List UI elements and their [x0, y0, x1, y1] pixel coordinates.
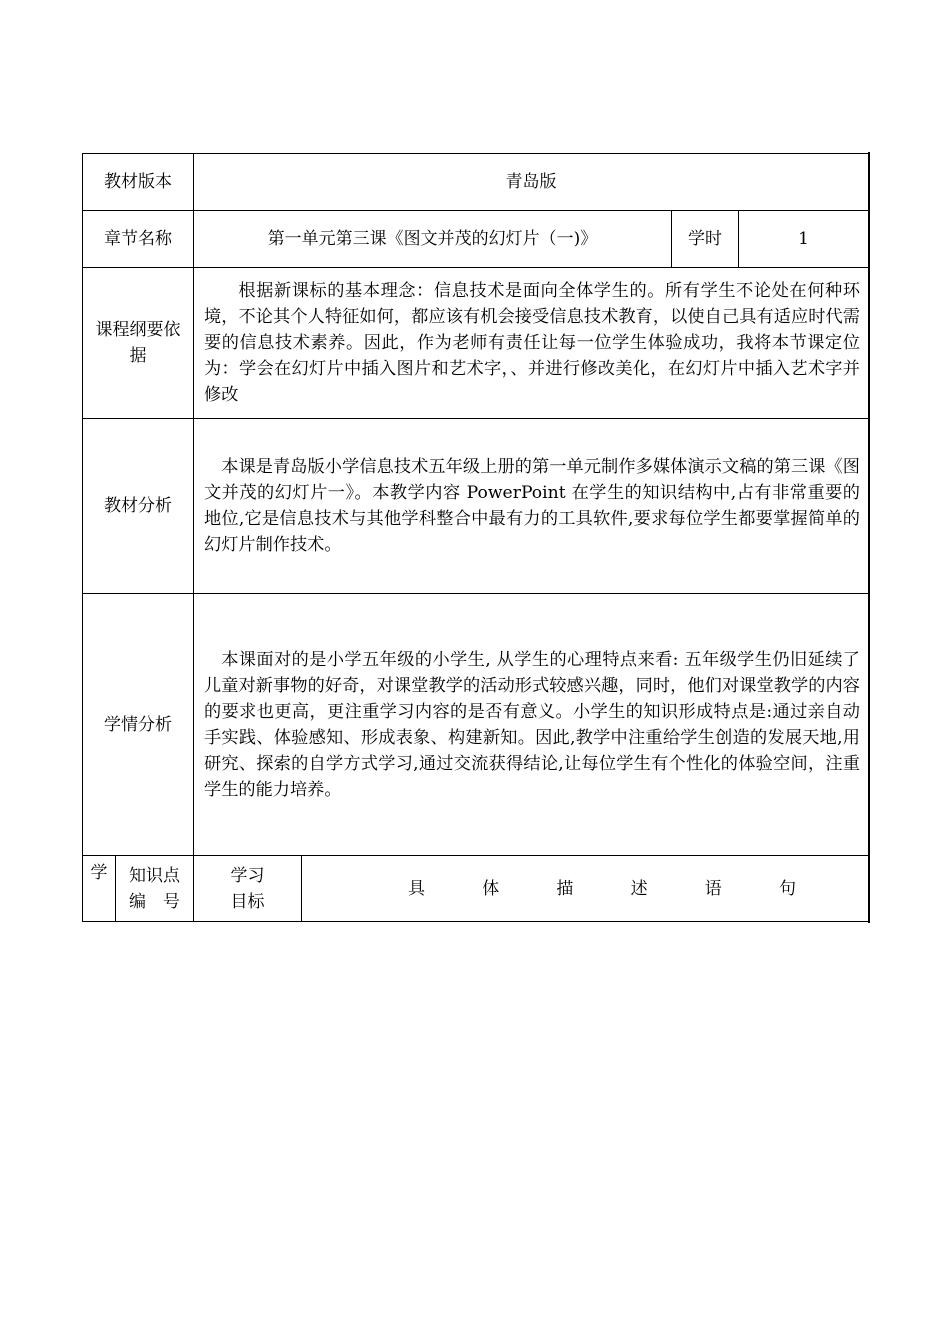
- desc-char: 语: [704, 878, 722, 899]
- objectives-col1: 学: [83, 856, 116, 922]
- students-label: 学情分析: [83, 594, 194, 856]
- edition-label: 教材版本: [83, 154, 194, 211]
- desc-char: 描: [556, 878, 574, 899]
- chapter-value: 第一单元第三课《图文并茂的幻灯片（一)》: [194, 211, 672, 268]
- objectives-description-header: [302, 856, 869, 922]
- row-students: [83, 594, 869, 856]
- objectives-col2: [116, 856, 194, 922]
- syllabus-text: 根据新课标的基本理念：信息技术是面向全体学生的。所有学生不论处在何种环境，不论其个人特征如何，都应该有机会接受信息技术教育，以使自己具有适应时代需要的信息技术素养。因此，作为老师有责任让每一位学生体验成功，我将本节课定位为：学会在幻灯片中插入图片和艺术字，、并进行修改美化，在幻灯片中插入艺术字并修改: [194, 268, 869, 419]
- desc-char: 述: [630, 878, 648, 899]
- desc-char: 体: [482, 878, 500, 899]
- row-chapter: [83, 211, 869, 268]
- description-heading: [302, 876, 868, 902]
- row-syllabus: [83, 268, 869, 419]
- study-label: 学习: [230, 865, 265, 886]
- lesson-plan-table: [82, 153, 869, 922]
- material-text: 本课是青岛版小学信息技术五年级上册的第一单元制作多媒体演示文稿的第三课《图文并茂的幻灯片一》。本教学内容 PowerPoint 在学生的知识结构中,占有非常重要的地位,它是信息技术与其他学科整合中最有力的工具软件,要求每位学生都要掌握简单的幻灯片制作技术。: [194, 419, 869, 594]
- row-material: [83, 419, 869, 594]
- row-objectives-header: [83, 856, 869, 922]
- hours-value: 1: [739, 211, 869, 268]
- desc-char: 句: [778, 878, 796, 899]
- goal-label: 目标: [230, 891, 265, 912]
- students-text: 本课面对的是小学五年级的小学生, 从学生的心理特点来看: 五年级学生仍旧延续了儿童对新事物的好奇，对课堂教学的活动形式较感兴趣，同时，他们对课堂教学的内容的要求也更高，更注重学习内容的是否有意义。小学生的知识形成特点是:通过亲自动手实践、体验感知、形成表象、构建新知。因此,教学中注重给学生创造的发展天地,用研究、探索的自学方式学习,通过交流获得结论,让每位学生有个性化的体验空间，注重学生的能力培养。: [194, 594, 869, 856]
- number-label: 编 号: [129, 891, 180, 912]
- material-label: 教材分析: [83, 419, 194, 594]
- table-right-border: [868, 152, 870, 923]
- syllabus-label: 课程纲要依据: [83, 268, 194, 419]
- knowledge-point-label: 知识点: [129, 865, 180, 886]
- row-edition: [83, 154, 869, 211]
- chapter-label: 章节名称: [83, 211, 194, 268]
- objectives-col3: [194, 856, 302, 922]
- desc-char: 具: [408, 878, 425, 899]
- hours-label: 学时: [672, 211, 739, 268]
- edition-value: 青岛版: [194, 154, 869, 211]
